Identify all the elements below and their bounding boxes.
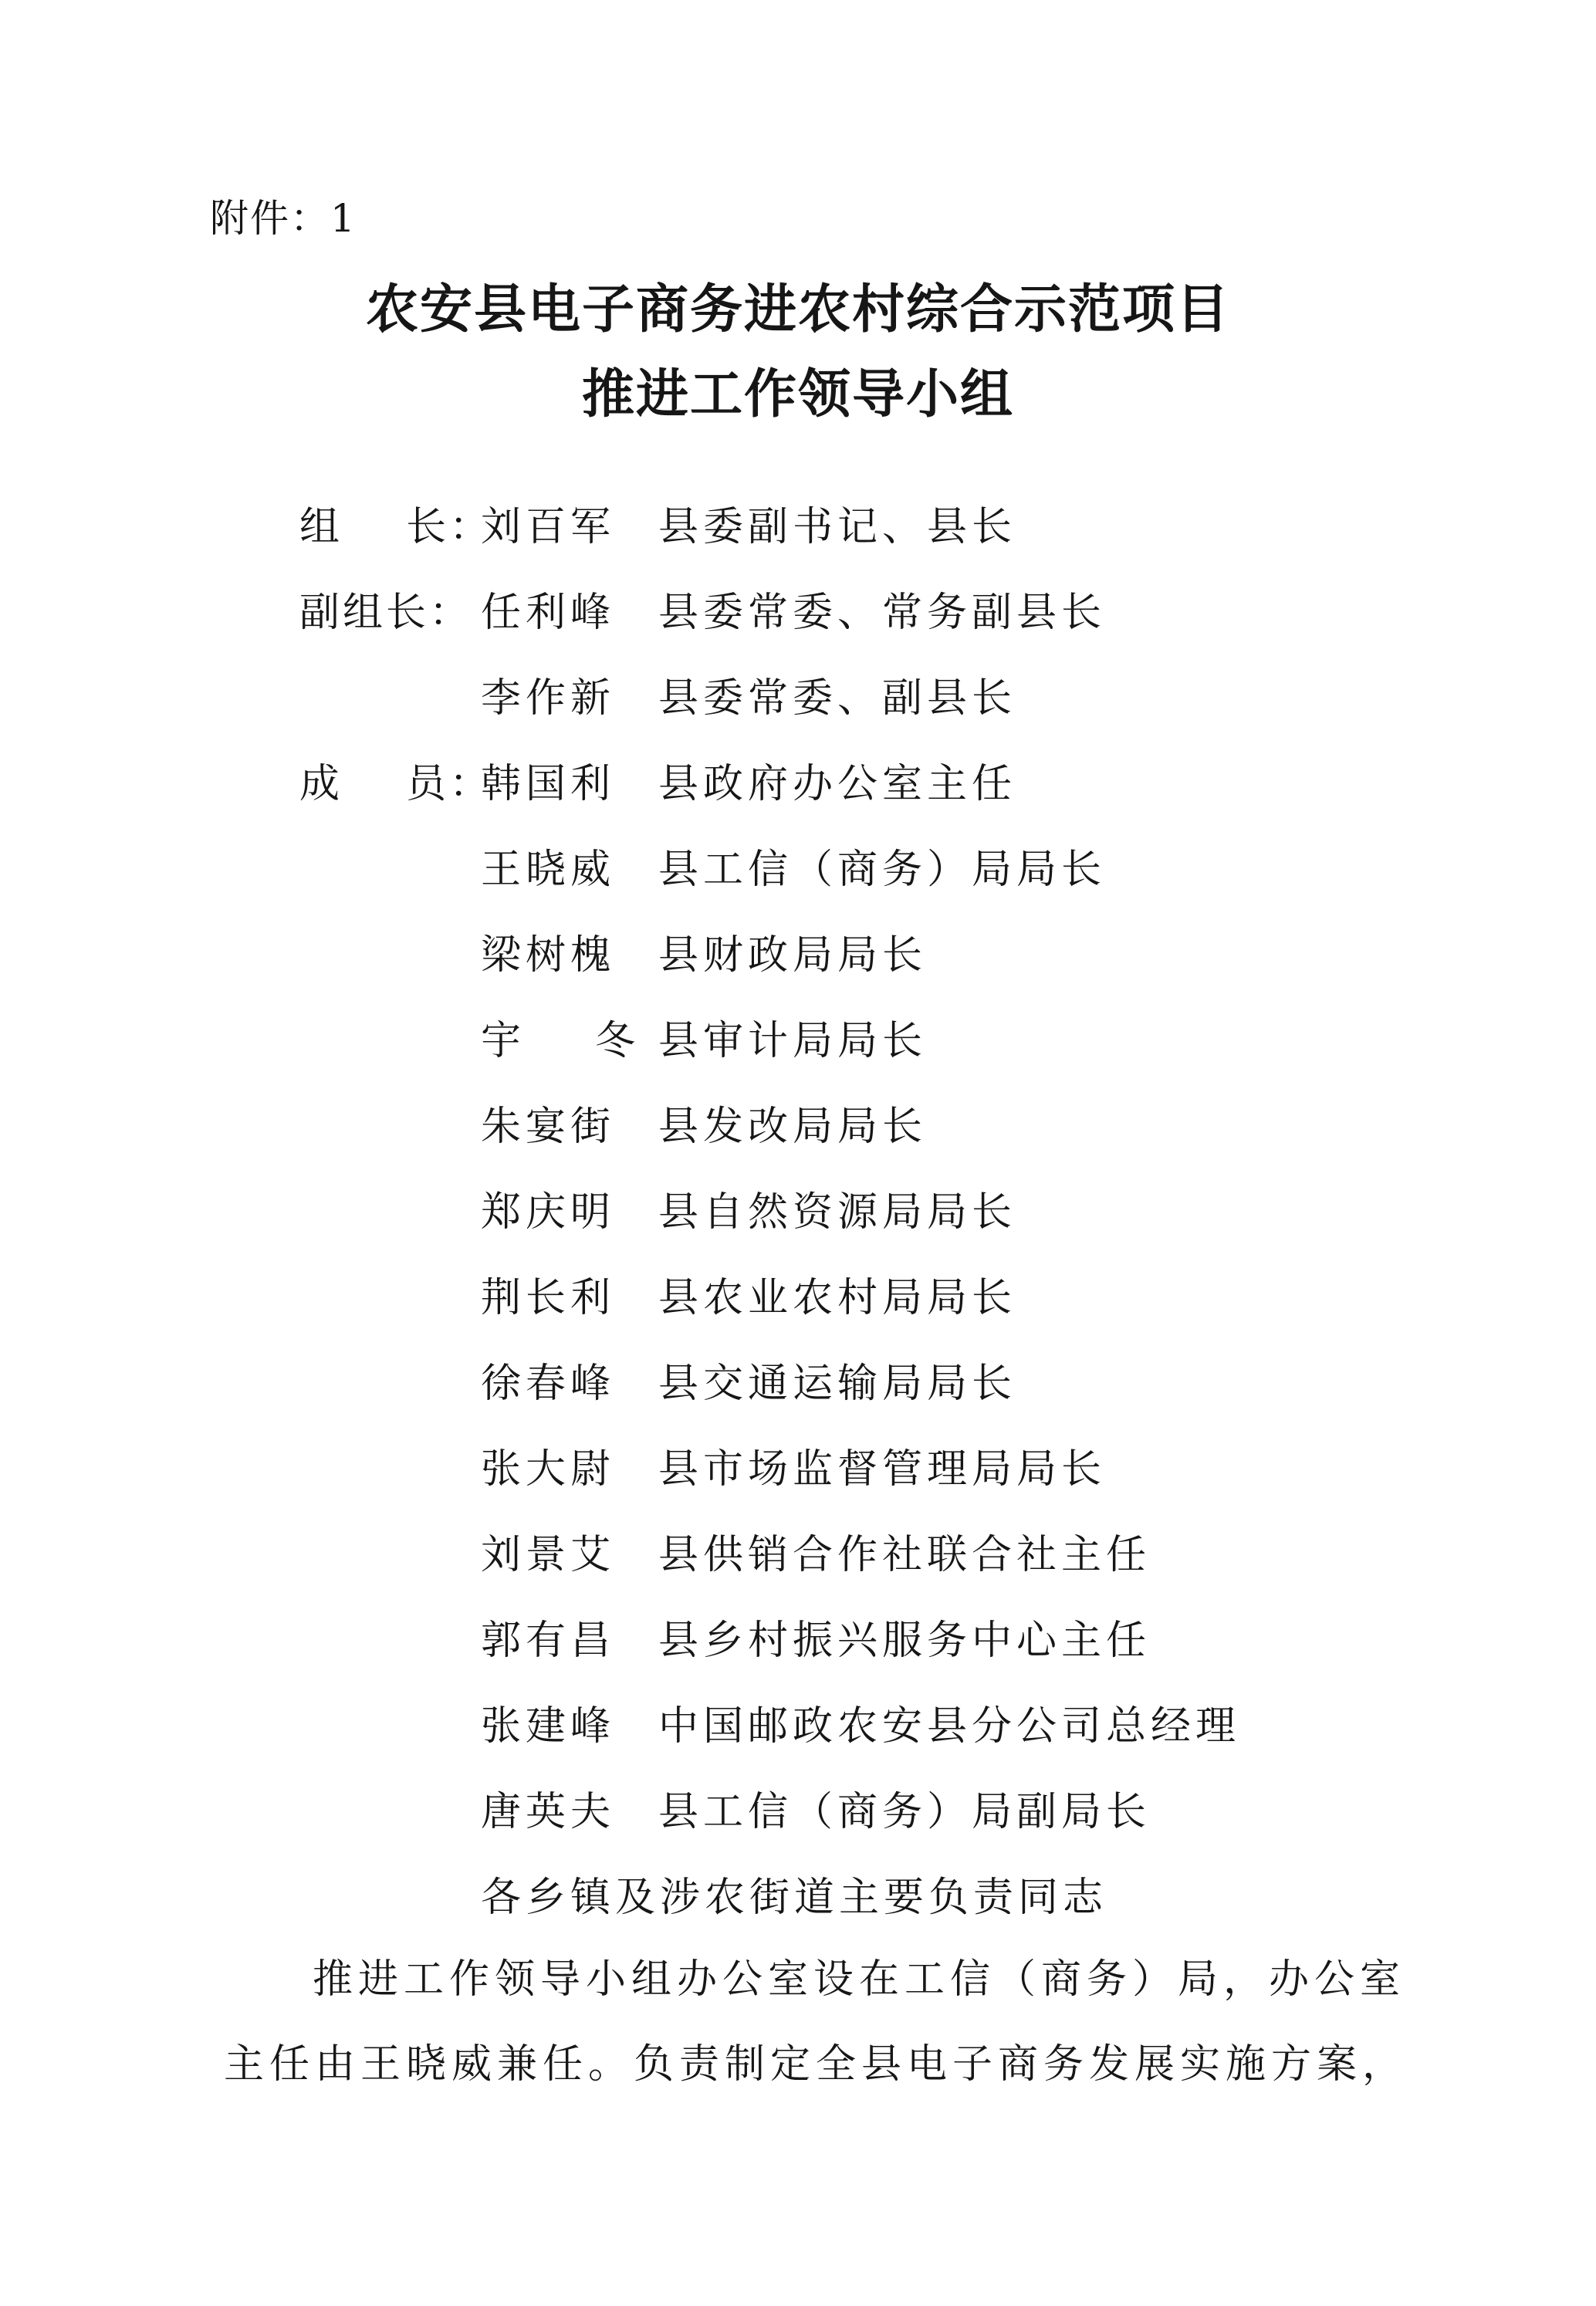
members-note: 各乡镇及涉农街道主要负责同志: [481, 1875, 1108, 1921]
member-row: [299, 1598, 1457, 1684]
member-name: 张大尉: [481, 1446, 616, 1493]
member-name: 徐春峰: [481, 1361, 616, 1407]
member-row: [299, 1770, 1457, 1855]
member-row: [299, 1170, 1457, 1256]
member-name: 张建峰: [481, 1703, 616, 1750]
paragraph-line-2: 主任由王晓威兼任。负责制定全县电子商务发展实施方案，: [224, 2041, 1408, 2088]
member-row: [299, 742, 1457, 827]
member-post: 县交通运输局局长: [658, 1361, 1017, 1407]
member-role: 副组长：: [299, 590, 473, 636]
member-name: 刘景艾: [481, 1532, 616, 1578]
member-name: 李作新: [481, 675, 616, 722]
member-name: 韩国利: [481, 761, 616, 807]
member-name: 任利峰: [481, 590, 616, 636]
member-row: [299, 1341, 1457, 1427]
attachment-label: 附件：1: [210, 196, 357, 241]
paragraph-line-1: 推进工作领导小组办公室设在工信（商务）局，办公室: [313, 1956, 1406, 2003]
member-row: [299, 1513, 1457, 1598]
member-post: 县市场监督管理局局长: [658, 1446, 1107, 1493]
member-name: 朱宴街: [481, 1104, 616, 1150]
member-post: 县委常委、副县长: [658, 675, 1017, 722]
member-name: 王晓威: [481, 847, 616, 893]
member-post: 县审计局局长: [658, 1018, 928, 1064]
member-post: 县自然资源局局长: [658, 1189, 1017, 1236]
member-post: 县财政局局长: [658, 932, 928, 979]
member-row: [299, 1684, 1457, 1770]
member-row: [299, 827, 1457, 913]
member-post: 县供销合作社联合社主任: [658, 1532, 1151, 1578]
member-post: 中国邮政农安县分公司总经理: [658, 1703, 1241, 1750]
member-name: 郭有昌: [481, 1618, 616, 1664]
member-role: 组 长：: [299, 504, 493, 550]
document-title-line-2: 推进工作领导小组: [581, 364, 1014, 425]
member-row: [299, 485, 1457, 570]
member-name: 宇 冬: [481, 1018, 641, 1064]
member-post: 县委常委、常务副县长: [658, 590, 1107, 636]
member-role: 成 员：: [299, 761, 493, 807]
member-list: [299, 485, 1457, 1941]
member-post: 县工信（商务）局局长: [658, 847, 1107, 893]
member-row: [299, 1084, 1457, 1170]
member-row: [299, 1427, 1457, 1513]
member-post: 县发改局局长: [658, 1104, 928, 1150]
member-row: [299, 999, 1457, 1084]
member-row: [299, 570, 1457, 656]
member-post: 县政府办公室主任: [658, 761, 1017, 807]
member-row: [299, 913, 1457, 999]
member-post: 县农业农村局局长: [658, 1275, 1017, 1321]
member-name: 刘百军: [481, 504, 616, 550]
member-post: 县委副书记、县长: [658, 504, 1017, 550]
member-name: 梁树槐: [481, 932, 616, 979]
member-post: 县乡村振兴服务中心主任: [658, 1618, 1151, 1664]
member-name: 郑庆明: [481, 1189, 616, 1236]
member-post: 县工信（商务）局副局长: [658, 1789, 1151, 1835]
member-name: 唐英夫: [481, 1789, 616, 1835]
member-row: [299, 656, 1457, 742]
document-title-line-1: 农安县电子商务进农村综合示范项目: [365, 279, 1230, 340]
member-row: [299, 1256, 1457, 1341]
members-note-row: [299, 1855, 1457, 1941]
member-name: 荆长利: [481, 1275, 616, 1321]
